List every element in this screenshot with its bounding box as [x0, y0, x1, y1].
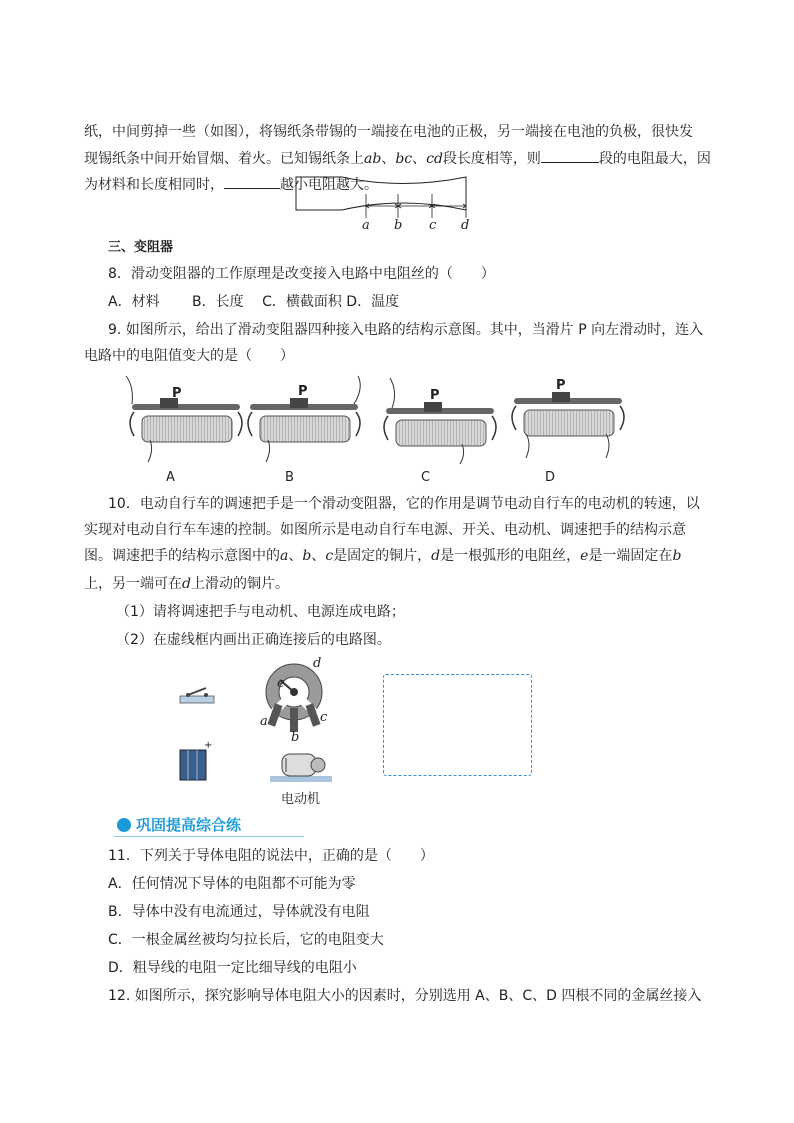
option-label-d[interactable]: D — [545, 470, 556, 485]
q10-line-2: 实现对电动自行车车速的控制。如图所示是电动自行车电源、开关、电动机、调速把手的结构示意 — [84, 522, 686, 538]
q10-sub-1: （1）请将调速把手与电动机、电源连成电路； — [116, 604, 405, 620]
tin-foil-figure — [290, 172, 480, 236]
q11-stem: 11．下列关于导体电阻的说法中，正确的是（ ） — [108, 848, 434, 864]
q10-line-3: 图。调速把手的结构示意图中的a、b、c是固定的铜片，d是一根弧形的电阻丝，e是一端固定在b — [84, 548, 682, 564]
banner-title: 巩固提高综合练 — [136, 816, 242, 834]
q11-option-a[interactable]: A．任何情况下导体的电阻都不可能为零 — [108, 876, 356, 892]
answer-blank-1[interactable] — [541, 148, 599, 163]
battery-icon — [180, 740, 212, 780]
q7-line-3: 为材料和长度相同时， 越小电阻越大。 — [84, 174, 378, 195]
speed-handle-icon — [266, 664, 322, 732]
fig-label-b: b — [291, 730, 300, 745]
q8-options[interactable]: A．材料 B．长度 C．横截面积 D．温度 — [108, 294, 400, 310]
label-c: c — [429, 218, 437, 233]
motor-label: 电动机 — [281, 792, 321, 807]
option-label-c[interactable]: C — [421, 470, 431, 485]
label-a: a — [362, 218, 370, 233]
fig-label-c: c — [320, 710, 328, 725]
circle-bullet-icon — [116, 817, 132, 833]
q11-option-c[interactable]: C．一根金属丝被均匀拉长后，它的电阻变大 — [108, 932, 384, 948]
q9-line-2: 电路中的电阻值变大的是（ ） — [84, 348, 294, 364]
circuit-answer-box[interactable] — [383, 674, 532, 776]
label-b: b — [394, 218, 403, 233]
section-title: 三、变阻器 — [108, 240, 174, 255]
slider-label-b: P — [298, 384, 308, 399]
section-banner — [114, 814, 304, 837]
rheostat-a — [126, 376, 242, 462]
rheostat-figures — [120, 374, 720, 466]
q7-line-1: 纸，中间剪掉一些（如图），将锡纸条带锡的一端接在电池的正极，另一端接在电池的负极，很快发 — [84, 124, 693, 140]
q12-line-1: 12. 如图所示，探究影响导体电阻大小的因素时，分别选用 A、B、C、D 四根不同的金属丝接入 — [108, 988, 702, 1004]
label-d: d — [461, 218, 470, 233]
answer-blank-2[interactable] — [224, 174, 280, 189]
q10-sub-2: （2）在虚线框内画出正确连接后的电路图。 — [116, 632, 391, 648]
switch-icon — [180, 688, 214, 703]
fig-label-e: e — [277, 676, 285, 691]
svg-text:+: + — [204, 740, 213, 751]
motor-icon — [270, 754, 332, 782]
slider-label-c: P — [430, 388, 440, 403]
q10-line-4: 上，另一端可在d上滑动的铜片。 — [84, 576, 289, 592]
slider-label-d: P — [556, 378, 566, 393]
q9-line-1: 9. 如图所示，给出了滑动变阻器四种接入电路的结构示意图。其中，当滑片 P 向左滑动时，连入 — [108, 322, 704, 338]
option-label-b[interactable]: B — [285, 470, 294, 485]
fig-label-d: d — [313, 656, 322, 671]
fig-label-a: a — [260, 714, 268, 729]
option-label-a[interactable]: A — [166, 470, 175, 485]
rheostat-d — [512, 392, 624, 458]
tin-foil-strip — [296, 177, 466, 210]
q11-option-d[interactable]: D．粗导线的电阻一定比细导线的电阻小 — [108, 960, 357, 976]
q10-line-1: 10．电动自行车的调速把手是一个滑动变阻器，它的作用是调节电动自行车的电动机的转速，以 — [108, 496, 700, 512]
rheostat-c — [384, 378, 496, 464]
q7-line-2: 现锡纸条中间开始冒烟、着火。已知锡纸条上ab、bc、cd段长度相等，则 段的电阻最大，因 — [84, 148, 711, 169]
q8-stem: 8．滑动变阻器的工作原理是改变接入电路中电阻丝的（ ） — [108, 266, 495, 282]
q11-option-b[interactable]: B．导体中没有电流通过，导体就没有电阻 — [108, 904, 370, 920]
slider-label-a: P — [172, 386, 182, 401]
